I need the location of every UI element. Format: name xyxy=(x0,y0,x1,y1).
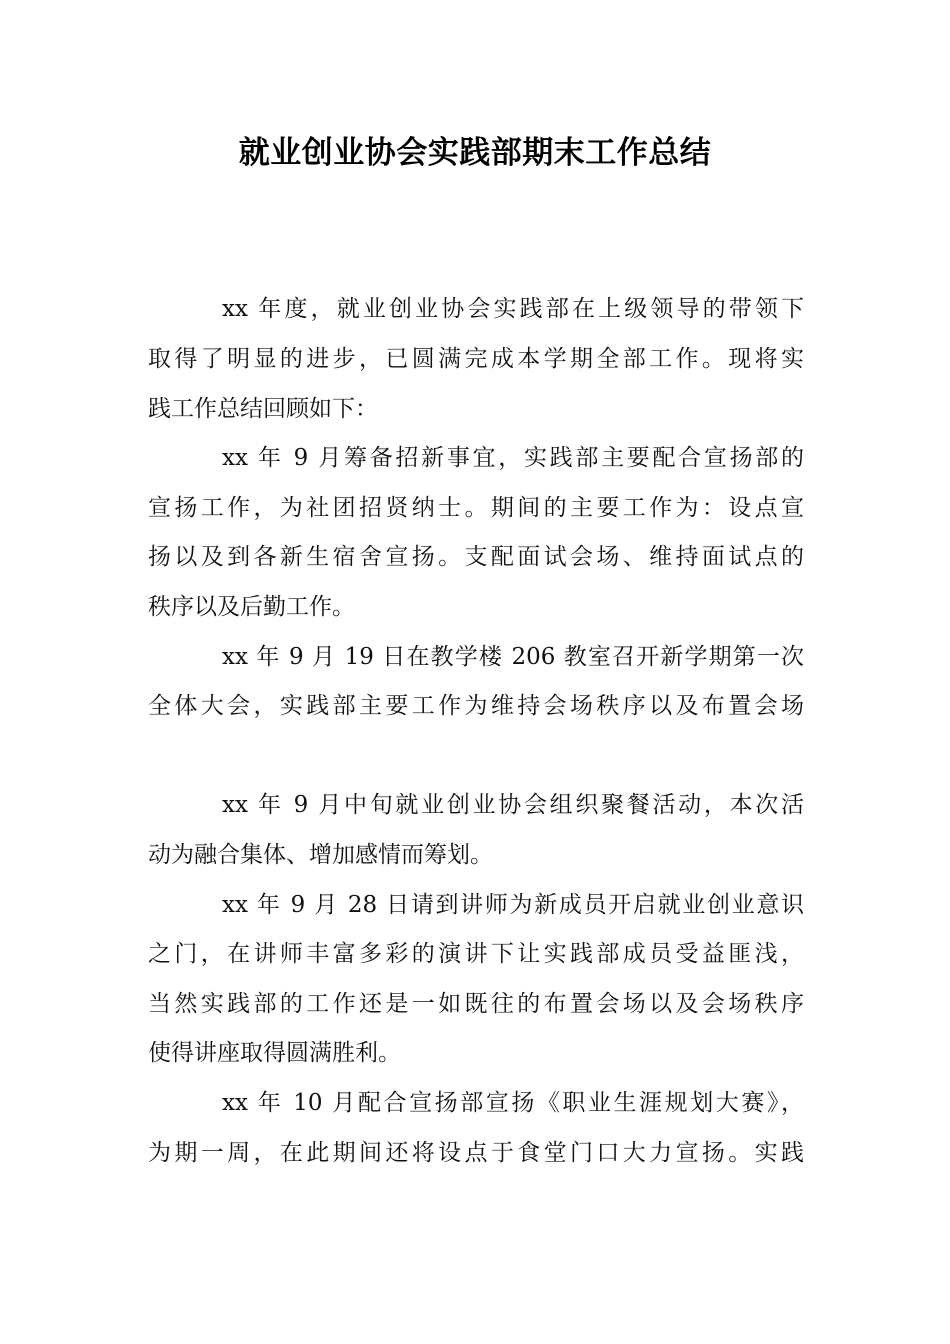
paragraph-4-line-1: xx 年 9 月中旬就业创业协会组织聚餐活动，本次活 xyxy=(222,792,804,818)
paragraph-2-line-2: 宣扬工作，为社团招贤纳士。期间的主要工作为：设点宣 xyxy=(148,495,804,521)
paragraph-5-line-2: 之门，在讲师丰富多彩的演讲下让实践部成员受益匪浅， xyxy=(148,941,804,967)
paragraph-6-line-1: xx 年 10 月配合宣扬部宣扬《职业生涯规划大赛》， xyxy=(222,1090,804,1116)
paragraph-1-line-2: 取得了明显的进步，已圆满完成本学期全部工作。现将实 xyxy=(148,346,804,372)
paragraph-5-line-1: xx 年 9 月 28 日请到讲师为新成员开启就业创业意识 xyxy=(222,892,804,918)
paragraph-4-line-2: 动为融合集体、增加感情而筹划。 xyxy=(148,842,493,868)
paragraph-2-line-4: 秩序以及后勤工作。 xyxy=(148,594,355,620)
paragraph-3-line-1: xx 年 9 月 19 日在教学楼 206 教室召开新学期第一次 xyxy=(222,644,804,670)
paragraph-2-line-1: xx 年 9 月筹备招新事宜，实践部主要配合宣扬部的 xyxy=(222,445,804,471)
paragraph-1-line-1: xx 年度，就业创业协会实践部在上级领导的带领下 xyxy=(222,296,804,322)
document-title: 就业创业协会实践部期末工作总结 xyxy=(238,135,712,171)
paragraph-6-line-2: 为期一周，在此期间还将设点于食堂门口大力宣扬。实践 xyxy=(148,1140,804,1166)
paragraph-2-line-3: 扬以及到各新生宿舍宣扬。支配面试会场、维持面试点的 xyxy=(148,544,804,570)
paragraph-5-line-3: 当然实践部的工作还是一如既往的布置会场以及会场秩序 xyxy=(148,991,804,1017)
paragraph-5-line-4: 使得讲座取得圆满胜利。 xyxy=(148,1040,401,1066)
paragraph-3-line-2: 全体大会，实践部主要工作为维持会场秩序以及布置会场 xyxy=(148,693,804,719)
paragraph-1-line-3: 践工作总结回顾如下： xyxy=(148,396,378,422)
